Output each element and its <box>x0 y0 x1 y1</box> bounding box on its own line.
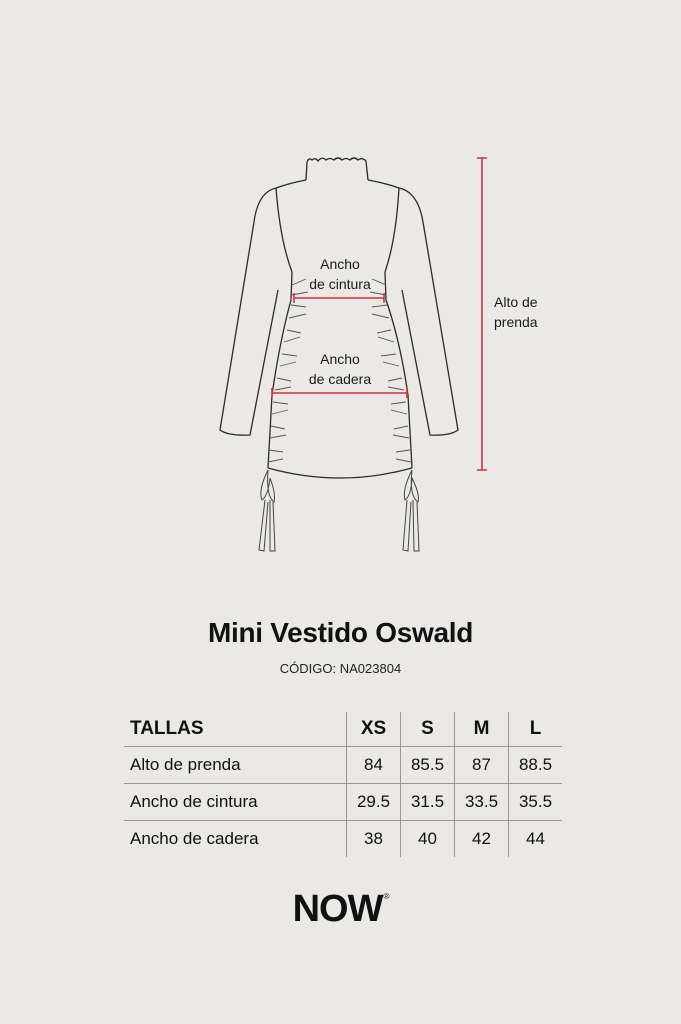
hip-label <box>290 349 390 389</box>
cell: 38 <box>347 821 401 858</box>
cell: 44 <box>509 821 563 858</box>
hip-label-line2: de cadera <box>308 371 372 387</box>
size-table-header <box>124 712 562 747</box>
waist-label-line2: de cintura <box>309 276 371 292</box>
row-label: Alto de prenda <box>124 747 347 784</box>
size-l: L <box>509 712 563 747</box>
size-table <box>124 712 562 857</box>
size-xs: XS <box>347 712 401 747</box>
cell: 29.5 <box>347 784 401 821</box>
cell: 84 <box>347 747 401 784</box>
table-row <box>124 821 562 858</box>
row-label: Ancho de cintura <box>124 784 347 821</box>
length-label-line1: Alto de <box>494 294 538 310</box>
cell: 85.5 <box>401 747 455 784</box>
row-label: Ancho de cadera <box>124 821 347 858</box>
product-title: Mini Vestido Oswald <box>207 617 474 648</box>
size-header-label: TALLAS <box>130 718 204 739</box>
waist-label <box>290 254 390 294</box>
size-m: M <box>455 712 509 747</box>
cell: 42 <box>455 821 509 858</box>
product-code: CÓDIGO: NA023804 <box>279 661 402 676</box>
hip-label-line1: Ancho <box>320 351 360 367</box>
cell: 35.5 <box>509 784 563 821</box>
cell: 33.5 <box>455 784 509 821</box>
brand-logo <box>0 888 681 931</box>
cell: 40 <box>401 821 455 858</box>
table-row <box>124 784 562 821</box>
cell: 87 <box>455 747 509 784</box>
size-s: S <box>401 712 455 747</box>
cell: 88.5 <box>509 747 563 784</box>
waist-label-line1: Ancho <box>320 256 360 272</box>
length-label-line2: prenda <box>494 314 538 330</box>
registered-mark-icon: ® <box>383 892 389 901</box>
cell: 31.5 <box>401 784 455 821</box>
table-row <box>124 747 562 784</box>
length-label <box>494 292 538 332</box>
brand-name: NOW <box>292 888 383 930</box>
